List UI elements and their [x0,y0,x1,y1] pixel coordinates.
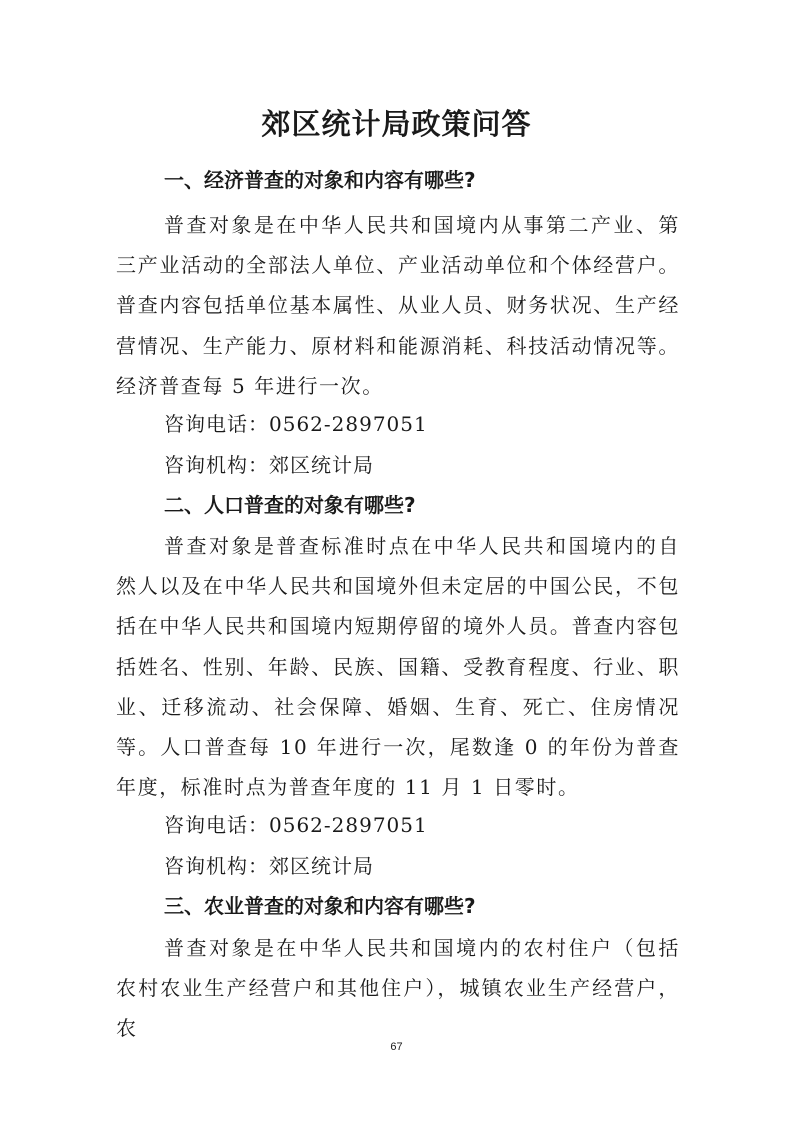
page-title: 郊区统计局政策问答 [261,107,532,141]
section-body-economic-census: 普查对象是在中华人民共和国境内从事第二产业、第三产业活动的全部法人单位、产业活动单位和个体经营户。普查内容包括单位基本属性、从业人员、财务状况、生产经营情况、生产能力、原材料和能源消耗、科技活动情况等。经济普查每 5 年进行一次。 [116,213,680,398]
contact-phone: 咨询电话：0562-2897051 [164,813,428,837]
section-body-population-census: 普查对象是普查标准时点在中华人民共和国境内的自然人以及在中华人民共和国境外但未定居的中国公民，不包括在中华人民共和国境内短期停留的境外人员。普查内容包括姓名、性别、年龄、民族、国籍、受教育程度、行业、职业、迁移流动、社会保障、婚姻、生育、死亡、住房情况等。人口普查每 10 年进行一次，尾数逢 0 的年份为普查年度，标准时点为普查年度的 11 月 1 日零时。 [116,534,680,800]
contact-phone: 咨询电话：0562-2897051 [164,412,428,436]
section-heading-agricultural-census: 三、农业普查的对象和内容有哪些? [164,894,476,918]
page-number: 67 [390,1041,403,1053]
contact-agency: 咨询机构：郊区统计局 [164,854,374,878]
contact-agency: 咨询机构：郊区统计局 [164,453,374,477]
section-heading-economic-census: 一、经济普查的对象和内容有哪些? [164,168,476,192]
section-body-agricultural-census: 普查对象是在中华人民共和国境内的农村住户（包括农村农业生产经营户和其他住户），城镇农业生产经营户，农 [116,936,680,1041]
section-heading-population-census: 二、人口普查的对象有哪些? [164,493,416,517]
